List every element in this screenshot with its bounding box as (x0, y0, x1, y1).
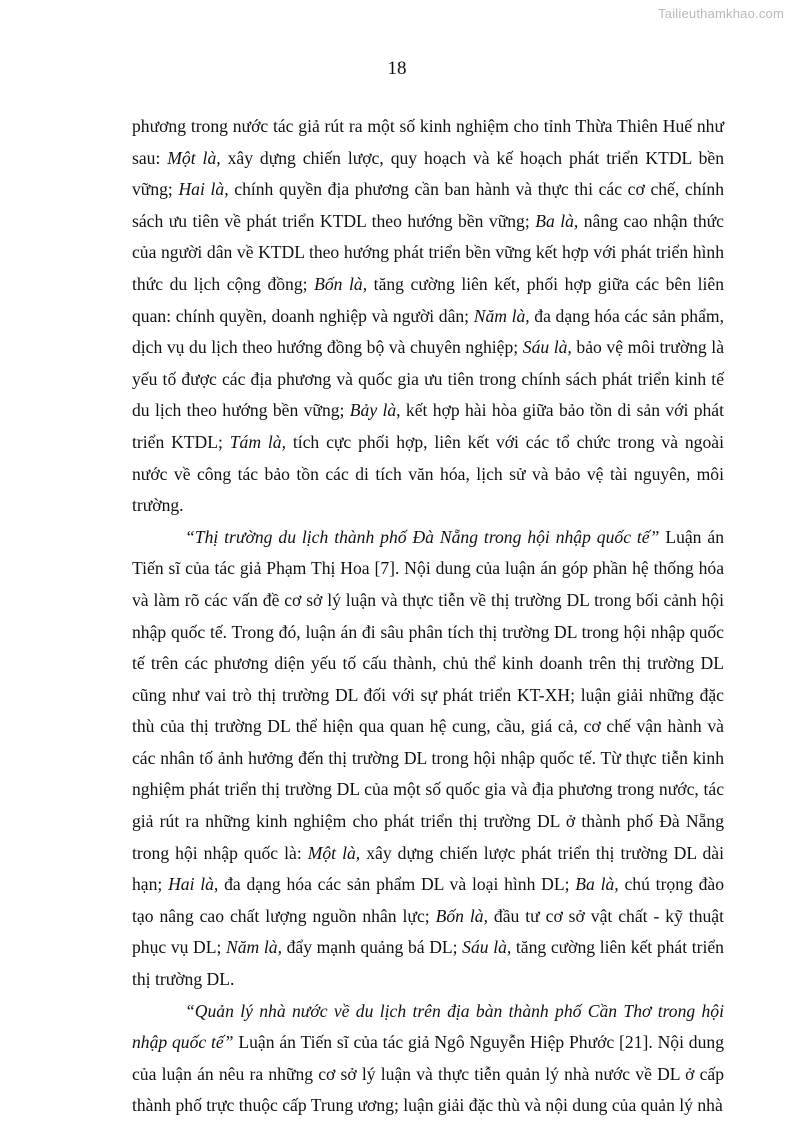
italic-text: Hai là, (178, 179, 229, 200)
text-run: phương trong nước tác giả rút ra một số kinh nghiệm cho tỉnh Thừa Thiên Huế như sau: (132, 116, 724, 168)
text-run: kết hợp hài hòa giữa bảo tồn di sản với phát triển KTDL; (132, 400, 724, 452)
text-run: xây dựng chiến lược, quy hoạch và kế hoạch phát triển KTDL bền vững; (132, 147, 724, 200)
italic-text: Năm là, (473, 305, 530, 326)
italic-text: Sáu là, (462, 937, 512, 958)
text-run: bảo vệ môi trường là yếu tố được các địa phương và quốc gia ưu tiên trong chính sách phát triển kinh tế du lịch theo hướng bền vững; (132, 337, 724, 421)
text-run: Luận án Tiến sĩ của tác giả Ngô Nguyễn Hiệp Phước [21]. Nội dung của luận án nêu ra những cơ sở lý luận và thực tiễn quản lý nhà nước về DL ở cấp thành phố trực thuộc cấp Trung ương; luận giải đặc thù và nội dung của quản lý nhà (132, 1032, 724, 1116)
italic-text: Một là, (307, 842, 361, 863)
italic-text: Một là, (167, 147, 221, 168)
italic-text: Bốn là, (314, 273, 368, 294)
text-run: xây dựng chiến lược phát triển thị trường DL dài hạn; (132, 842, 724, 895)
text-run: đa dạng hóa các sản phẩm DL và loại hình DL; (218, 874, 576, 895)
text-run: nâng cao nhận thức của người dân về KTDL theo hướng phát triển bền vững kết hợp với phát triển hình thức du lịch cộng đồng; (132, 210, 724, 294)
text-run: tăng cường liên kết, phối hợp giữa các bên liên quan: chính quyền, doanh nghiệp và người dân; (132, 273, 724, 326)
italic-text: Bốn là, (435, 905, 488, 926)
text-run: đầu tư cơ sở vật chất - kỹ thuật phục vụ DL; (132, 905, 724, 958)
italic-text: Năm là, (226, 937, 282, 958)
italic-text: Tám là, (229, 431, 286, 452)
paragraph (132, 522, 724, 996)
text-run: tích cực phối hợp, liên kết với các tổ chức trong và ngoài nước về công tác bảo tồn các di tích văn hóa, lịch sử và bảo vệ tài nguyên, môi trường. (132, 431, 724, 516)
page-number: 18 (387, 58, 407, 79)
paragraph (132, 996, 724, 1122)
italic-text: Ba là, (575, 874, 619, 895)
document-body (132, 111, 724, 1122)
text-run: tăng cường liên kết phát triển thị trường DL. (132, 937, 724, 990)
paragraph (132, 111, 724, 522)
text-run: chú trọng đào tạo nâng cao chất lượng nguồn nhân lực; (132, 874, 725, 926)
watermark: Tailieuthamkhao.com (658, 6, 784, 21)
text-run: Luận án Tiến sĩ của tác giả Phạm Thị Hoa [7]. Nội dung của luận án góp phần hệ thống hóa và làm rõ các vấn đề cơ sở lý luận và thực tiễn về thị trường DL trong bối cảnh hội nhập quốc tế. Trong đó, luận án đi sâu phân tích thị trường DL trong hội nhập quốc tế trên các phương diện yếu tố cấu thành, chủ thể kinh doanh trên thị trường DL cũng như vai trò thị trường DL đối với sự phát triển KT-XH; luận giải những đặc thù của thị trường DL thể hiện qua quan hệ cung, cầu, giá cả, cơ chế vận hành và các nhân tố ảnh hưởng đến thị trường DL trong hội nhập quốc tế. Từ thực tiễn kinh nghiệm phát triển thị trường DL của một số quốc gia và địa phương trong nước, tác giả rút ra những kinh nghiệm cho phát triển thị trường DL ở thành phố Đà Nẵng trong hội nhập quốc là: (132, 526, 724, 863)
italic-text: “Quản lý nhà nước về du lịch trên địa bàn thành phố Cần Thơ trong hội nhập quốc tế” (132, 1000, 724, 1053)
italic-text: Bảy là, (349, 400, 401, 421)
italic-text: Sáu là, (522, 337, 572, 358)
italic-text: Hai là, (168, 874, 219, 895)
italic-text: “Thị trường du lịch thành phố Đà Nẵng trong hội nhập quốc tế” (185, 526, 660, 547)
text-run: đẩy mạnh quảng bá DL; (281, 937, 463, 958)
italic-text: Ba là, (535, 210, 579, 231)
text-run: chính quyền địa phương cần ban hành và thực thi các cơ chế, chính sách ưu tiên về phát triển KTDL theo hướng bền vững; (132, 179, 724, 231)
text-run: đa dạng hóa các sản phẩm, dịch vụ du lịch theo hướng đồng bộ và chuyên nghiệp; (132, 305, 724, 358)
